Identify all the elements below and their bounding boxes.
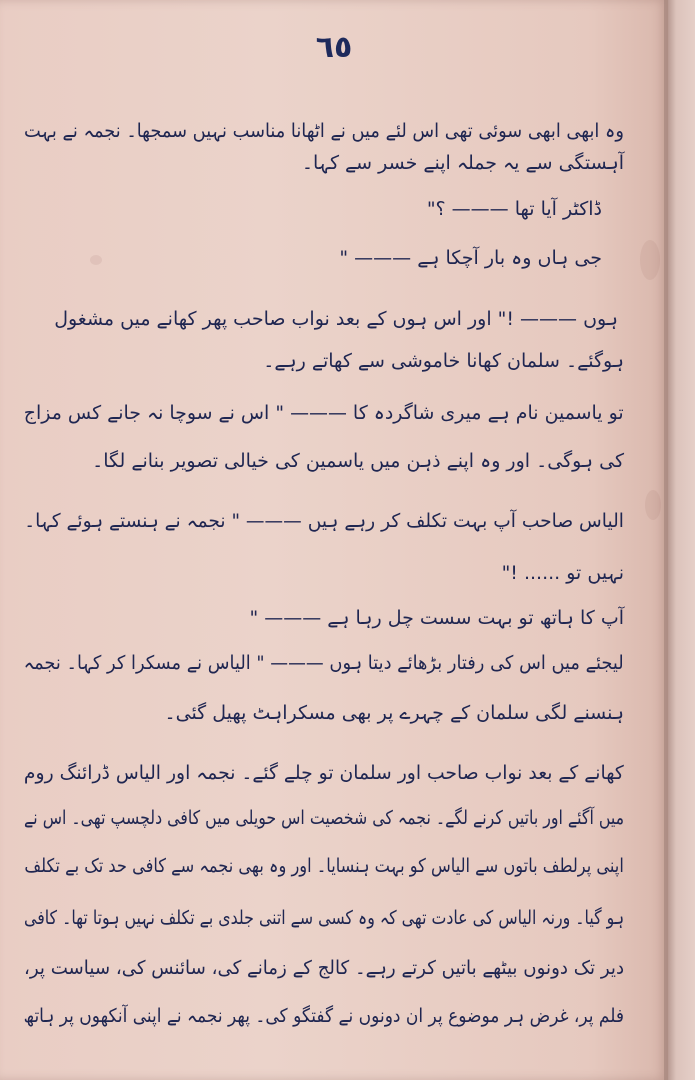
- text-line: فلم پر، غرض ہر موضوع پر ان دونوں نے گفتگو کی۔ پھر نجمہ نے اپنی آنکھوں پر ہاتھ: [23, 1005, 624, 1027]
- facing-page-margin: [668, 0, 695, 1080]
- text-line: ڈاکٹر آیا تھا ——— ؟": [426, 198, 602, 220]
- text-line-segment: وہ ابھی ابھی سوئی تھی اس لئے میں نے اٹھانا مناسب نہیں سمجھا۔: [126, 120, 624, 142]
- text-line: لیجئے میں اس کی رفتار بڑھائے دیتا ہوں ——— " الیاس نے مسکرا کر کہا۔ نجمہ: [23, 652, 624, 674]
- page-number: ٦٥: [315, 30, 353, 65]
- text-line: ہو گیا۔ ورنہ الیاس کی عادت تھی کہ وہ کسی سے اتنی جلدی بے تکلف نہیں ہوتا تھا۔ کافی: [23, 907, 624, 929]
- text-line: تو یاسمین نام ہے میری شاگردہ کا ——— " اس نے سوچا نہ جانے کس مزاج: [24, 402, 624, 424]
- text-line: آہستگی سے یہ جملہ اپنے خسر سے کہا۔: [301, 152, 624, 174]
- text-line: ہنسنے لگی سلمان کے چہرے پر بھی مسکراہٹ پھیل گئی۔: [164, 702, 624, 724]
- text-line: میں آگئے اور باتیں کرنے لگے۔ نجمہ کی شخصیت اس حویلی میں کافی دلچسپ تھی۔ اس نے: [23, 807, 624, 829]
- text-line: جی ہاں وہ بار آچکا ہے ——— ": [339, 247, 602, 269]
- text-line: کھانے کے بعد نواب صاحب اور سلمان تو چلے گئے۔ نجمہ اور الیاس ڈرائنگ روم: [24, 762, 624, 784]
- text-line: ہوگئے۔ سلمان کھانا خاموشی سے کھاتے رہے۔: [263, 350, 624, 372]
- text-line-segment: نجمہ نے بہت: [24, 120, 121, 142]
- text-line: دیر تک دونوں بیٹھے باتیں کرتے رہے۔ کالج کے زمانے کی، سائنس کی، سیاست پر،: [23, 957, 624, 979]
- text-line: الیاس صاحب آپ بہت تکلف کر رہے ہیں ——— " نجمہ نے ہنستے ہوئے کہا۔: [24, 510, 624, 532]
- text-line: آپ کا ہاتھ تو بہت سست چل رہا ہے ——— ": [249, 607, 624, 629]
- text-line: کی ہوگی۔ اور وہ اپنے ذہن میں یاسمین کی خیالی تصویر بنانے لگا۔: [92, 450, 624, 472]
- text-line: [24, 118, 624, 144]
- text-line: ہوں ——— !" اور اس ہوں کے بعد نواب صاحب پھر کھانے میں مشغول: [54, 308, 618, 330]
- text-line: اپنی پرلطف باتوں سے الیاس کو بہت ہنسایا۔ اور وہ بھی نجمہ سے کافی حد تک بے تکلف: [24, 855, 624, 877]
- text-line: نہیں تو ...... !": [501, 562, 624, 584]
